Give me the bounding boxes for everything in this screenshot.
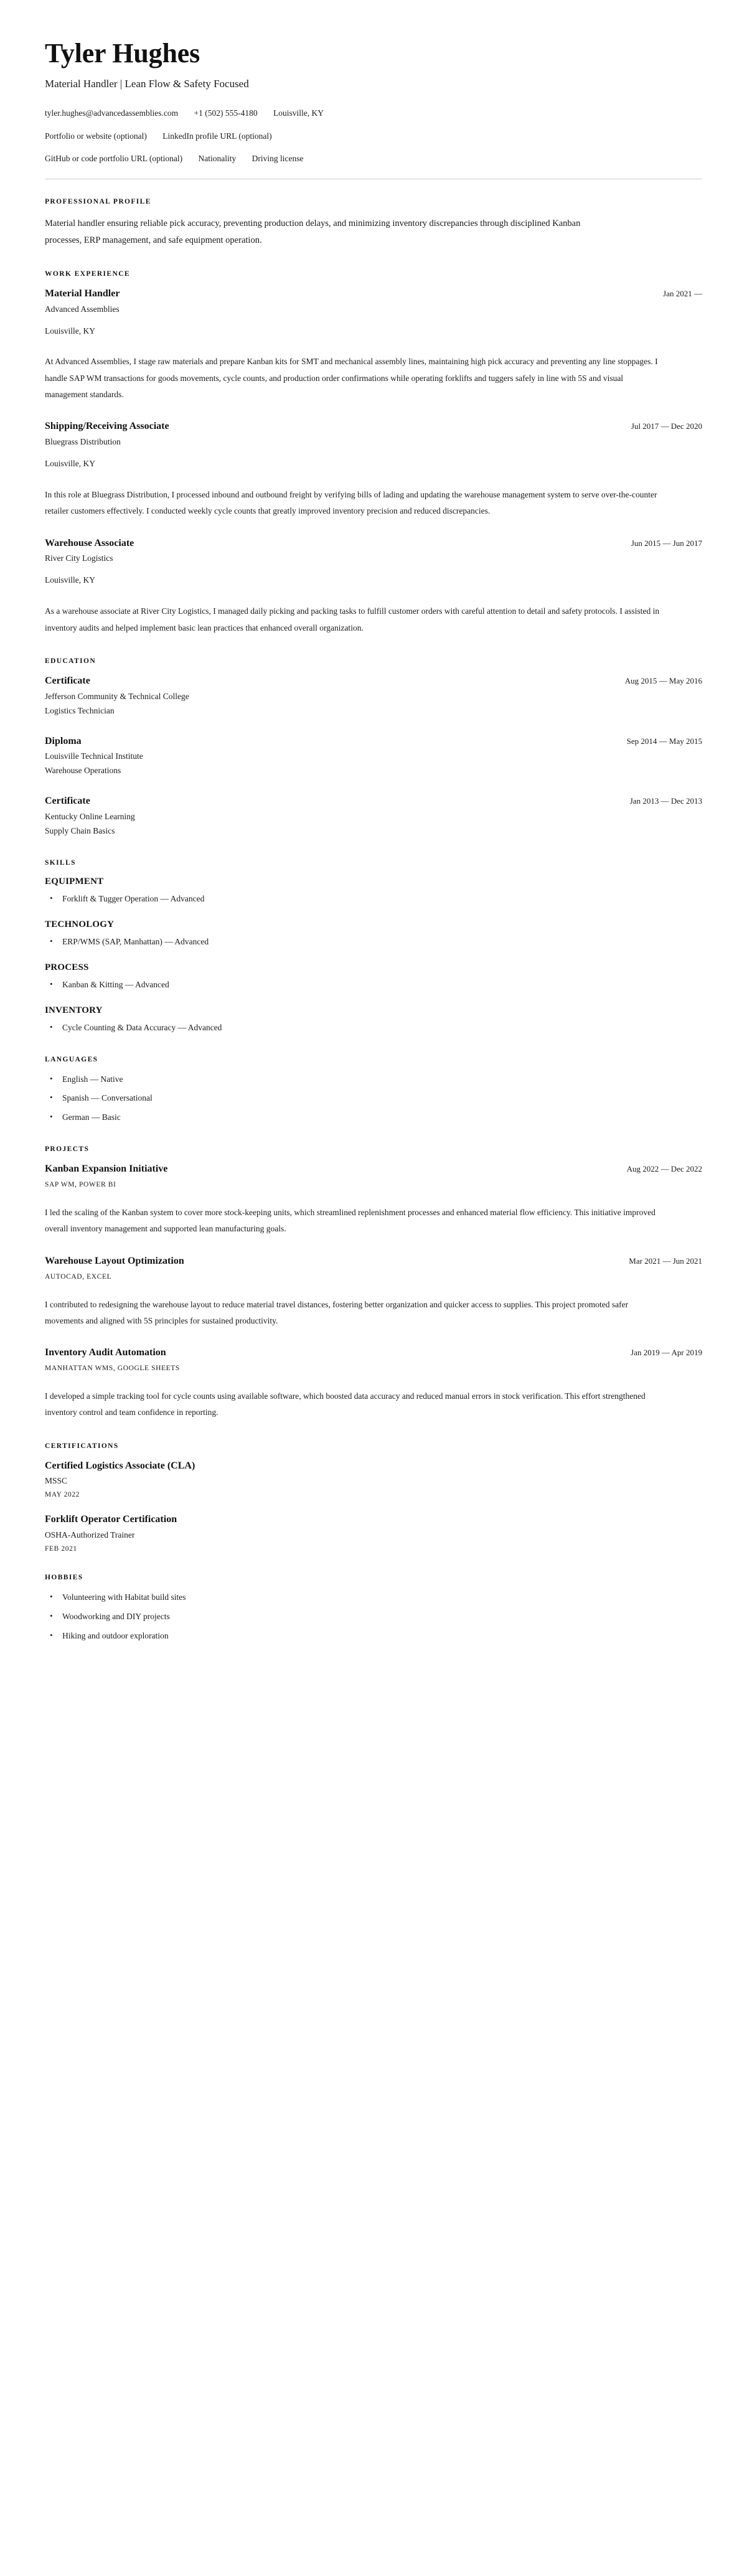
work-role: Material Handler xyxy=(45,288,120,299)
section-projects xyxy=(45,1145,702,1421)
work-dates: Jun 2015 — Jun 2017 xyxy=(631,538,702,548)
contact-location: Louisville, KY xyxy=(273,108,324,118)
skill-group-name: INVENTORY xyxy=(45,1005,103,1015)
project-description: I led the scaling of the Kanban system to cover more stock-keeping units, which streamlined replenishment processes and enhanced material flow efficiency. This initiative improved overall inventory management and supported lean manufacturing goals. xyxy=(45,1208,655,1234)
certification-name: Certified Logistics Associate (CLA) xyxy=(45,1460,195,1471)
skill-group xyxy=(45,919,702,949)
project-description: I contributed to redesigning the warehouse layout to reduce material travel distances, fostering better organization and quicker access to supplies. This project promoted safer movements and aligned with 5S principles for sustained productivity. xyxy=(45,1299,629,1325)
section-title-skills: SKILLS xyxy=(45,858,76,867)
section-title-education: EDUCATION xyxy=(45,657,96,665)
certification-issuer: OSHA-Authorized Trainer xyxy=(45,1530,135,1540)
education-entry xyxy=(45,795,702,838)
section-title-projects: PROJECTS xyxy=(45,1145,90,1154)
skill-list xyxy=(45,936,702,949)
hobby-item: • Hiking and outdoor exploration xyxy=(45,1630,702,1643)
education-entry xyxy=(45,735,702,778)
work-dates: Jul 2017 — Dec 2020 xyxy=(631,421,702,431)
skill-item: • Kanban & Kitting — Advanced xyxy=(45,979,702,992)
work-company: Bluegrass Distribution xyxy=(45,437,121,447)
certification-issuer: MSSC xyxy=(45,1476,68,1486)
contact-nationality[interactable]: Nationality xyxy=(198,153,237,163)
language-item: • English — Native xyxy=(45,1073,702,1086)
contact-linkedin[interactable]: LinkedIn profile URL (optional) xyxy=(162,131,272,141)
profile-summary: Material handler ensuring reliable pick accuracy, preventing production delays, and minimizing inventory discrepancies through disciplined Kanban processes, ERP management, and safe equipment operation. xyxy=(45,219,581,246)
section-title-languages: LANGUAGES xyxy=(45,1055,98,1063)
skill-item: • Forklift & Tugger Operation — Advanced xyxy=(45,893,702,906)
hobby-item: • Volunteering with Habitat build sites xyxy=(45,1591,702,1604)
work-description: At Advanced Assemblies, I stage raw materials and prepare Kanban kits for SMT and mechanical assembly lines, maintaining high pick accuracy and preventing any line stoppages. I handle SAP WM transactions for goods movements, cycle counts, and production order confirmations while operating forklifts and tuggers safely in line with 5S and visual management standards. xyxy=(45,357,658,400)
candidate-headline: Material Handler | Lean Flow & Safety Focused xyxy=(45,77,249,90)
project-stack: AUTOCAD, EXCEL xyxy=(45,1272,112,1281)
section-title-certifications: CERTIFICATIONS xyxy=(45,1442,119,1450)
skill-item: • ERP/WMS (SAP, Manhattan) — Advanced xyxy=(45,936,702,949)
education-entry-head xyxy=(45,675,702,688)
skill-list xyxy=(45,979,702,992)
education-school: Jefferson Community & Technical College xyxy=(45,691,189,701)
work-description: As a warehouse associate at River City Logistics, I managed daily picking and packing tasks to fulfill customer orders with careful attention to detail and safety protocols. I assisted in inventory audits and helped implement basic lean practices that enhanced overall organization. xyxy=(45,606,660,632)
work-role: Warehouse Associate xyxy=(45,537,134,548)
contact-row-links xyxy=(45,130,702,143)
education-field: Warehouse Operations xyxy=(45,766,121,776)
contact-phone[interactable]: +1 (502) 555-4180 xyxy=(194,108,258,118)
project-dates: Jan 2019 — Apr 2019 xyxy=(631,1348,702,1358)
section-title-work: WORK EXPERIENCE xyxy=(45,270,130,278)
education-school: Louisville Technical Institute xyxy=(45,751,143,761)
skill-list xyxy=(45,1022,702,1035)
education-field: Supply Chain Basics xyxy=(45,825,115,835)
work-dates: Jan 2021 — xyxy=(663,288,702,298)
education-entry xyxy=(45,675,702,718)
work-company: River City Logistics xyxy=(45,553,113,563)
skill-item: • Cycle Counting & Data Accuracy — Advanced xyxy=(45,1022,702,1035)
contact-github[interactable]: GitHub or code portfolio URL (optional) xyxy=(45,153,183,163)
contact-row-extra xyxy=(45,153,702,165)
education-degree: Diploma xyxy=(45,735,82,746)
language-item: • Spanish — Conversational xyxy=(45,1092,702,1105)
contact-row-primary xyxy=(45,107,702,120)
education-dates: Jan 2013 — Dec 2013 xyxy=(629,796,702,806)
project-entry xyxy=(45,1347,702,1421)
section-skills xyxy=(45,859,702,1035)
skill-group xyxy=(45,1005,702,1035)
education-degree: Certificate xyxy=(45,675,90,686)
certification-entry xyxy=(45,1513,702,1553)
certification-entry xyxy=(45,1460,702,1499)
work-company: Advanced Assemblies xyxy=(45,304,120,314)
section-professional-profile xyxy=(45,198,702,249)
skill-group xyxy=(45,962,702,992)
language-item: • German — Basic xyxy=(45,1111,702,1124)
project-stack: SAP WM, POWER BI xyxy=(45,1181,116,1189)
skill-group-name: EQUIPMENT xyxy=(45,876,104,886)
skill-group-name: PROCESS xyxy=(45,962,89,972)
education-field: Logistics Technician xyxy=(45,705,115,715)
work-location: Louisville, KY xyxy=(45,575,95,585)
candidate-name: Tyler Hughes xyxy=(45,38,200,68)
skill-group xyxy=(45,877,702,906)
education-entry-head xyxy=(45,735,702,748)
contact-driving-license[interactable]: Driving license xyxy=(251,153,304,163)
section-title-hobbies: HOBBIES xyxy=(45,1574,83,1582)
certification-name: Forklift Operator Certification xyxy=(45,1514,177,1525)
section-title-profile: PROFESSIONAL PROFILE xyxy=(45,198,151,206)
certification-date: MAY 2022 xyxy=(45,1491,80,1499)
education-entry-head xyxy=(45,795,702,808)
project-entry-head xyxy=(45,1347,702,1360)
project-description: I developed a simple tracking tool for cycle counts using available software, which boosted data accuracy and reduced manual errors in stock verification. This effort strengthened inventory control and team confidence in reporting. xyxy=(45,1391,646,1417)
project-entry-head xyxy=(45,1163,702,1176)
work-entry xyxy=(45,537,702,636)
skill-group-name: TECHNOLOGY xyxy=(45,919,115,929)
education-dates: Sep 2014 — May 2015 xyxy=(626,736,702,746)
project-dates: Aug 2022 — Dec 2022 xyxy=(626,1164,702,1174)
resume-header xyxy=(45,39,702,179)
education-degree: Certificate xyxy=(45,796,90,807)
hobby-item: • Woodworking and DIY projects xyxy=(45,1610,702,1624)
project-entry xyxy=(45,1163,702,1237)
project-name: Kanban Expansion Initiative xyxy=(45,1163,168,1175)
contact-email[interactable]: tyler.hughes@advancedassemblies.com xyxy=(45,108,179,118)
section-certifications xyxy=(45,1442,702,1553)
certification-date: FEB 2021 xyxy=(45,1545,77,1553)
section-hobbies xyxy=(45,1574,702,1643)
work-location: Louisville, KY xyxy=(45,326,95,336)
skill-list xyxy=(45,893,702,906)
work-entry-head xyxy=(45,420,702,433)
section-languages xyxy=(45,1056,702,1125)
project-name: Inventory Audit Automation xyxy=(45,1347,166,1358)
project-name: Warehouse Layout Optimization xyxy=(45,1255,184,1266)
project-entry xyxy=(45,1255,702,1329)
section-work-experience xyxy=(45,270,702,636)
work-location: Louisville, KY xyxy=(45,459,95,469)
work-entry-head xyxy=(45,537,702,550)
project-entry-head xyxy=(45,1255,702,1268)
section-education xyxy=(45,657,702,838)
education-dates: Aug 2015 — May 2016 xyxy=(624,675,702,685)
language-list xyxy=(45,1073,702,1125)
work-entry-head xyxy=(45,288,702,301)
education-school: Kentucky Online Learning xyxy=(45,812,135,822)
work-entry xyxy=(45,288,702,403)
work-description: In this role at Bluegrass Distribution, I processed inbound and outbound freight by verifying bills of lading and updating the warehouse management system to serve over-the-counter retailer customers effectively. I conducted weekly cycle counts that greatly improved inventory precision and reduced discrepancies. xyxy=(45,490,657,516)
hobby-list xyxy=(45,1591,702,1643)
project-stack: MANHATTAN WMS, GOOGLE SHEETS xyxy=(45,1364,180,1372)
contact-portfolio[interactable]: Portfolio or website (optional) xyxy=(45,131,147,141)
work-entry xyxy=(45,420,702,519)
work-role: Shipping/Receiving Associate xyxy=(45,421,169,432)
project-dates: Mar 2021 — Jun 2021 xyxy=(629,1256,702,1266)
